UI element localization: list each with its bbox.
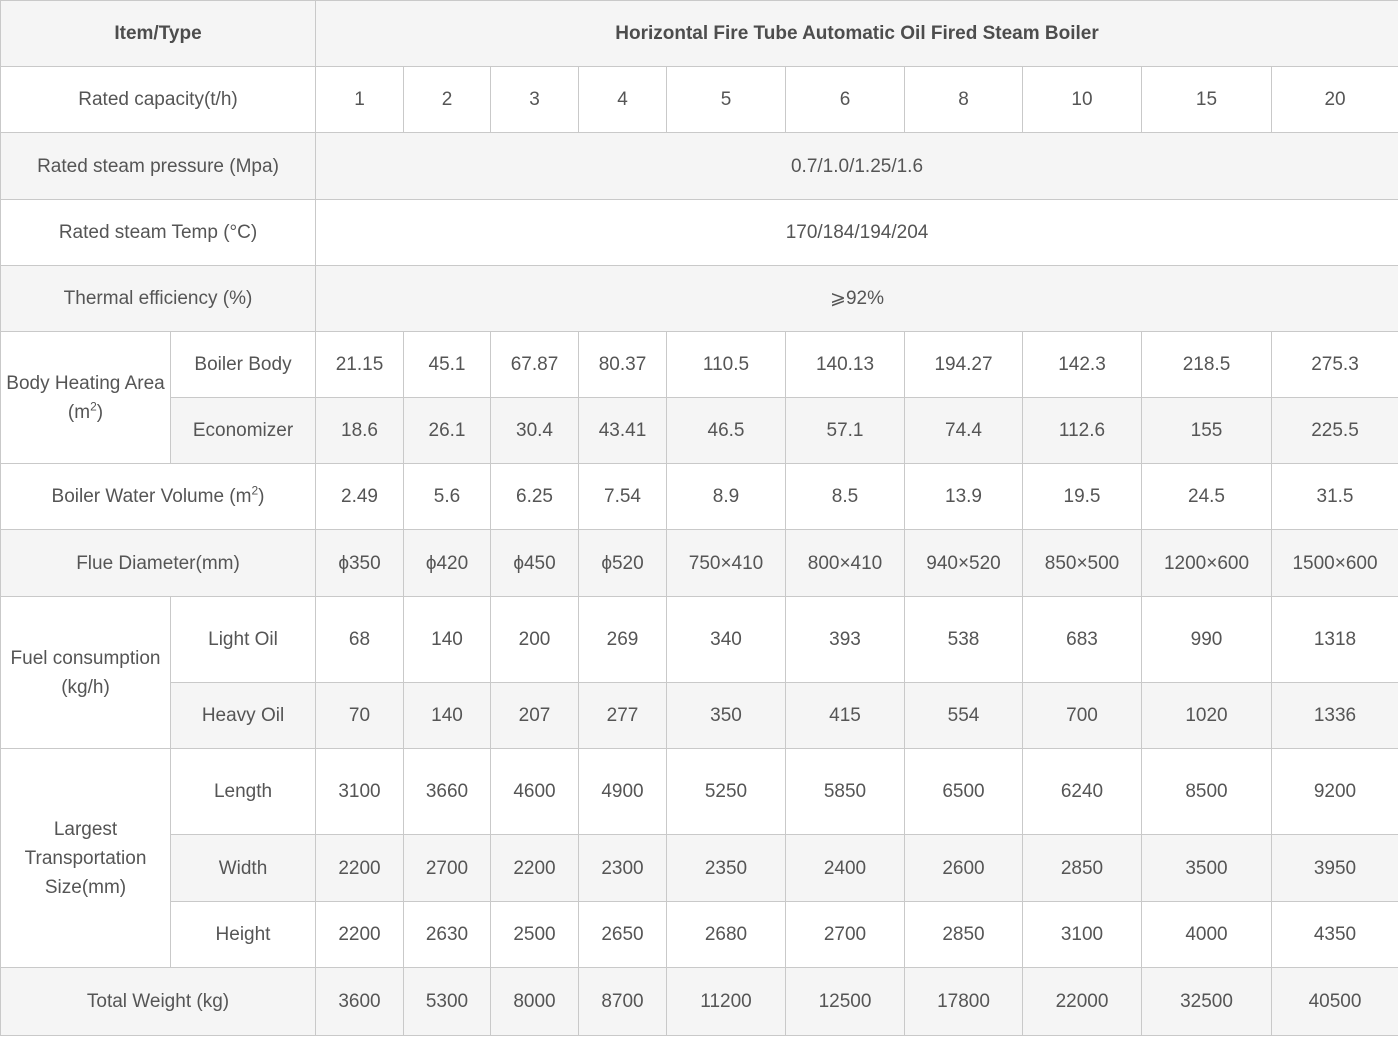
water-volume-cell: 7.54 <box>579 464 667 530</box>
label-close-paren: ) <box>258 486 265 507</box>
boiler-body-cell: 110.5 <box>667 332 786 398</box>
width-cell: 3500 <box>1142 835 1272 902</box>
heavy-oil-cell: 140 <box>404 683 491 749</box>
rated-capacity-label: Rated capacity(t/h) <box>1 67 316 133</box>
total-weight-cell: 17800 <box>905 968 1023 1036</box>
length-row <box>1 749 1398 835</box>
length-cell: 8500 <box>1142 749 1272 835</box>
light-oil-row <box>1 597 1398 683</box>
length-cell: 4600 <box>491 749 579 835</box>
width-cell: 3950 <box>1272 835 1398 902</box>
boiler-body-cell: 275.3 <box>1272 332 1398 398</box>
water-volume-cell: 8.5 <box>786 464 905 530</box>
thermal-efficiency-row <box>1 266 1398 332</box>
total-weight-label: Total Weight (kg) <box>1 968 316 1036</box>
width-label: Width <box>171 835 316 902</box>
boiler-body-cell: 218.5 <box>1142 332 1272 398</box>
water-volume-cell: 24.5 <box>1142 464 1272 530</box>
fuel-consumption-label: Fuel consumption (kg/h) <box>1 597 171 749</box>
economizer-cell: 43.41 <box>579 398 667 464</box>
economizer-cell: 155 <box>1142 398 1272 464</box>
length-cell: 5250 <box>667 749 786 835</box>
water-volume-cell: 19.5 <box>1023 464 1142 530</box>
economizer-cell: 18.6 <box>316 398 404 464</box>
light-oil-label: Light Oil <box>171 597 316 683</box>
boiler-body-cell: 194.27 <box>905 332 1023 398</box>
flue-diameter-cell: 850×500 <box>1023 530 1142 597</box>
water-volume-cell: 13.9 <box>905 464 1023 530</box>
width-cell: 2600 <box>905 835 1023 902</box>
water-volume-cell: 5.6 <box>404 464 491 530</box>
length-label: Length <box>171 749 316 835</box>
total-weight-cell: 3600 <box>316 968 404 1036</box>
water-volume-cell: 8.9 <box>667 464 786 530</box>
flue-diameter-cell: ϕ450 <box>491 530 579 597</box>
length-cell: 5850 <box>786 749 905 835</box>
boiler-body-cell: 140.13 <box>786 332 905 398</box>
height-cell: 2500 <box>491 902 579 968</box>
heavy-oil-cell: 277 <box>579 683 667 749</box>
height-cell: 4350 <box>1272 902 1398 968</box>
height-cell: 2680 <box>667 902 786 968</box>
light-oil-cell: 538 <box>905 597 1023 683</box>
transport-size-label: Largest Transportation Size(mm) <box>1 749 171 968</box>
total-weight-cell: 22000 <box>1023 968 1142 1036</box>
boiler-body-label: Boiler Body <box>171 332 316 398</box>
steam-temp-row <box>1 200 1398 266</box>
width-cell: 2350 <box>667 835 786 902</box>
flue-diameter-label: Flue Diameter(mm) <box>1 530 316 597</box>
superscript-2: 2 <box>90 399 97 414</box>
body-heating-area-text: Body Heating Area (m <box>6 372 165 423</box>
height-cell: 2650 <box>579 902 667 968</box>
steam-temp-label: Rated steam Temp (°C) <box>1 200 316 266</box>
flue-diameter-cell: 750×410 <box>667 530 786 597</box>
superscript-2: 2 <box>251 483 259 498</box>
economizer-row <box>1 398 1398 464</box>
total-weight-cell: 11200 <box>667 968 786 1036</box>
label-close-paren: ) <box>96 401 104 423</box>
light-oil-cell: 1318 <box>1272 597 1398 683</box>
length-cell: 9200 <box>1272 749 1398 835</box>
length-cell: 3660 <box>404 749 491 835</box>
heavy-oil-cell: 1336 <box>1272 683 1398 749</box>
rated-capacity-cell: 1 <box>316 67 404 133</box>
height-row <box>1 902 1398 968</box>
economizer-cell: 30.4 <box>491 398 579 464</box>
heavy-oil-cell: 1020 <box>1142 683 1272 749</box>
water-volume-label <box>1 464 316 530</box>
height-cell: 3100 <box>1023 902 1142 968</box>
rated-capacity-cell: 8 <box>905 67 1023 133</box>
total-weight-cell: 8700 <box>579 968 667 1036</box>
economizer-label: Economizer <box>171 398 316 464</box>
length-cell: 3100 <box>316 749 404 835</box>
length-cell: 4900 <box>579 749 667 835</box>
steam-pressure-row <box>1 133 1398 200</box>
economizer-cell: 112.6 <box>1023 398 1142 464</box>
width-cell: 2200 <box>316 835 404 902</box>
water-volume-row <box>1 464 1398 530</box>
light-oil-cell: 393 <box>786 597 905 683</box>
flue-diameter-cell: ϕ350 <box>316 530 404 597</box>
boiler-body-cell: 142.3 <box>1023 332 1142 398</box>
heavy-oil-cell: 700 <box>1023 683 1142 749</box>
rated-capacity-cell: 20 <box>1272 67 1398 133</box>
economizer-cell: 57.1 <box>786 398 905 464</box>
rated-capacity-cell: 10 <box>1023 67 1142 133</box>
height-cell: 4000 <box>1142 902 1272 968</box>
economizer-cell: 225.5 <box>1272 398 1398 464</box>
light-oil-cell: 990 <box>1142 597 1272 683</box>
item-type-header: Item/Type <box>1 1 316 67</box>
length-cell: 6240 <box>1023 749 1142 835</box>
steam-temp-value: 170/184/194/204 <box>316 200 1398 266</box>
boiler-body-cell: 67.87 <box>491 332 579 398</box>
height-cell: 2630 <box>404 902 491 968</box>
thermal-efficiency-value: ⩾92% <box>316 266 1398 332</box>
heavy-oil-cell: 207 <box>491 683 579 749</box>
steam-pressure-value: 0.7/1.0/1.25/1.6 <box>316 133 1398 200</box>
light-oil-cell: 140 <box>404 597 491 683</box>
width-row <box>1 835 1398 902</box>
boiler-body-cell: 45.1 <box>404 332 491 398</box>
flue-diameter-cell: ϕ420 <box>404 530 491 597</box>
heavy-oil-cell: 70 <box>316 683 404 749</box>
flue-diameter-row <box>1 530 1398 597</box>
flue-diameter-cell: 940×520 <box>905 530 1023 597</box>
economizer-cell: 46.5 <box>667 398 786 464</box>
flue-diameter-cell: 800×410 <box>786 530 905 597</box>
flue-diameter-cell: 1500×600 <box>1272 530 1398 597</box>
water-volume-cell: 6.25 <box>491 464 579 530</box>
rated-capacity-row <box>1 67 1398 133</box>
height-cell: 2850 <box>905 902 1023 968</box>
flue-diameter-cell: 1200×600 <box>1142 530 1272 597</box>
total-weight-cell: 8000 <box>491 968 579 1036</box>
rated-capacity-cell: 5 <box>667 67 786 133</box>
height-label: Height <box>171 902 316 968</box>
heavy-oil-label: Heavy Oil <box>171 683 316 749</box>
water-volume-cell: 2.49 <box>316 464 404 530</box>
light-oil-cell: 200 <box>491 597 579 683</box>
rated-capacity-cell: 4 <box>579 67 667 133</box>
water-volume-cell: 31.5 <box>1272 464 1398 530</box>
total-weight-cell: 5300 <box>404 968 491 1036</box>
flue-diameter-cell: ϕ520 <box>579 530 667 597</box>
boiler-body-cell: 21.15 <box>316 332 404 398</box>
light-oil-cell: 683 <box>1023 597 1142 683</box>
header-row <box>1 1 1398 67</box>
economizer-cell: 74.4 <box>905 398 1023 464</box>
width-cell: 2400 <box>786 835 905 902</box>
width-cell: 2300 <box>579 835 667 902</box>
width-cell: 2200 <box>491 835 579 902</box>
thermal-efficiency-label: Thermal efficiency (%) <box>1 266 316 332</box>
total-weight-cell: 32500 <box>1142 968 1272 1036</box>
width-cell: 2700 <box>404 835 491 902</box>
boiler-body-row <box>1 332 1398 398</box>
economizer-cell: 26.1 <box>404 398 491 464</box>
height-cell: 2700 <box>786 902 905 968</box>
rated-capacity-cell: 15 <box>1142 67 1272 133</box>
rated-capacity-cell: 2 <box>404 67 491 133</box>
length-cell: 6500 <box>905 749 1023 835</box>
rated-capacity-cell: 6 <box>786 67 905 133</box>
heavy-oil-row <box>1 683 1398 749</box>
light-oil-cell: 340 <box>667 597 786 683</box>
table-title: Horizontal Fire Tube Automatic Oil Fired Steam Boiler <box>316 1 1398 67</box>
heavy-oil-cell: 554 <box>905 683 1023 749</box>
total-weight-cell: 12500 <box>786 968 905 1036</box>
total-weight-cell: 40500 <box>1272 968 1398 1036</box>
rated-capacity-cell: 3 <box>491 67 579 133</box>
boiler-body-cell: 80.37 <box>579 332 667 398</box>
heavy-oil-cell: 415 <box>786 683 905 749</box>
heavy-oil-cell: 350 <box>667 683 786 749</box>
height-cell: 2200 <box>316 902 404 968</box>
total-weight-row <box>1 968 1398 1036</box>
body-heating-area-label <box>1 332 171 464</box>
light-oil-cell: 269 <box>579 597 667 683</box>
width-cell: 2850 <box>1023 835 1142 902</box>
water-volume-text: Boiler Water Volume (m <box>51 486 252 507</box>
light-oil-cell: 68 <box>316 597 404 683</box>
steam-pressure-label: Rated steam pressure (Mpa) <box>1 133 316 200</box>
